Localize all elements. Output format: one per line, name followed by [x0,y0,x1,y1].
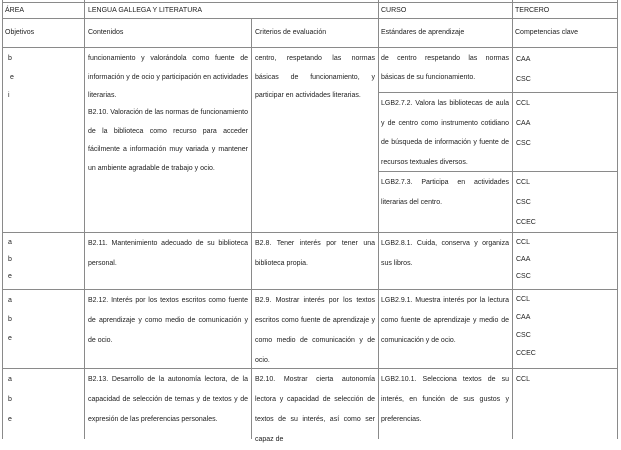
col-divider-objetivos [84,0,85,439]
competencia-code: CCL [516,179,531,186]
competencia-code: CCL [516,100,531,107]
competencia-code: CSC [516,140,531,147]
row-line-header1 [2,18,617,19]
competencia-code: CCEC [516,350,536,357]
header-subject: LENGUA GALLEGA Y LITERATURA [88,7,202,14]
competencia-code: CAA [516,256,531,263]
objetivo-letter: a [8,297,12,304]
block4-competencias [516,370,530,390]
row-line-header2 [2,47,617,48]
objetivo-letter: e [8,416,12,423]
block1-criterios: centro, respetando las normas básicas de funcionamiento, y participar en actividades literarias. [255,55,375,99]
block3-criterios: B2.9. Mostrar interés por los textos escritos como fuente de aprendizaje y como medio de comunicación y de ocio. [255,297,375,364]
competencia-code: CCEC [516,219,536,226]
block1-objetivos [8,50,14,106]
block1-competencias-2 [516,94,531,154]
block3-contenidos: B2.12. Interés por los textos escritos como fuente de aprendizaje y como medio de comunicación y de ocio. [88,297,248,344]
col-divider-estandares [512,0,513,439]
block1-estandar-1: de centro respetando las normas básicas de su funcionamiento. [381,55,509,81]
header-area: ÁREA [5,7,25,14]
header-tercero: TERCERO [515,7,550,14]
competencia-code: CSC [516,332,531,339]
objetivo-letter: i [8,92,10,99]
block4-estandar: LGB2.10.1. Selecciona textos de su interés, en función de sus gustos y preferencias. [381,376,509,423]
objetivo-letter: b [8,396,12,403]
block3-estandar: LGB2.9.1. Muestra interés por la lectura como fuente de aprendizaje y medio de comunicación y de ocio. [381,297,509,344]
competencia-code: CCL [516,296,531,303]
block1-contenidos-p1: funcionamiento y valorándola como fuente de información y de ocio y participación en actividades literarias. [88,55,248,99]
block1-competencias-3 [516,173,536,233]
col-divider-criterios [378,0,379,439]
block2-estandar: LGB2.8.1. Cuida, conserva y organiza sus libros. [381,240,509,267]
col-divider-right-edge [617,0,618,439]
header-estandares: Estándares de aprendizaje [381,29,465,36]
competencia-code: CAA [516,120,531,127]
block3-objetivos [8,291,12,348]
block3-competencias [516,291,536,363]
objetivo-letter: b [8,55,12,62]
objetivo-letter: b [8,316,12,323]
competencia-code: CCL [516,376,531,383]
row-line-top [2,2,617,3]
row-line-block2 [2,289,617,290]
header-objetivos: Objetivos [5,29,35,36]
competencia-code: CCL [516,239,531,246]
block1-competencias-1 [516,50,531,90]
block2-competencias [516,234,531,285]
objetivo-letter: a [8,239,12,246]
header-criterios: Criterios de evaluación [255,29,327,36]
objetivo-letter: e [8,273,12,280]
header-competencias: Competencias clave [515,29,579,36]
block1-contenidos-p2: B2.10. Valoración de las normas de funcionamiento de la biblioteca como recurso para acceder fácilmente a información muy variada y mantener un ambiente agradable de trabajo y ocio. [88,109,248,172]
row-line-std1 [378,92,617,93]
objetivo-letter: a [8,376,12,383]
block1-estandar-3: LGB2.7.3. Participa en actividades literarias del centro. [381,179,509,206]
competencia-code: CAA [516,314,531,321]
block4-objetivos [8,370,12,430]
block4-criterios: B2.10. Mostrar cierta autonomía lectora y capacidad de selección de textos de su interés, así como ser capaz de [255,376,375,443]
objetivo-letter: e [8,335,12,342]
block2-criterios: B2.8. Tener interés por tener una biblioteca propia. [255,240,375,267]
competencia-code: CSC [516,273,531,280]
competencia-code: CSC [516,199,531,206]
objetivo-letter: b [8,256,12,263]
block1-estandar-2: LGB2.7.2. Valora las bibliotecas de aula y de centro como instrumento cotidiano de búsqueda de información y fuente de recursos textuales diversos. [381,100,509,166]
competencia-code: CSC [516,76,531,83]
header-curso: CURSO [381,7,407,14]
col-divider-left-edge [2,0,3,439]
block2-contenidos: B2.11. Mantenimiento adecuado de su biblioteca personal. [88,240,248,267]
block4-contenidos: B2.13. Desarrollo de la autonomía lectora, de la capacidad de selección de temas y de textos y de expresión de las preferencias personales. [88,376,248,423]
competencia-code: CAA [516,56,531,63]
block2-objetivos [8,234,12,285]
col-divider-contenidos [251,18,252,439]
objetivo-letter: e [10,73,14,81]
header-contenidos: Contenidos [88,29,124,36]
